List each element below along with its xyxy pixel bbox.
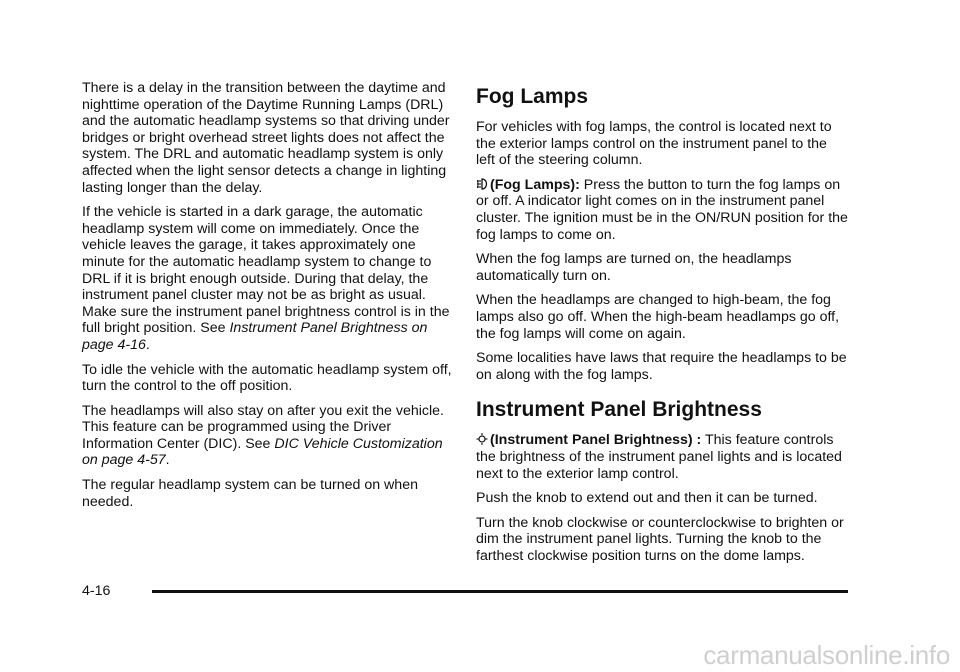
page-footer — [82, 580, 848, 604]
paragraph-regular-headlamp: The regular headlamp system can be turned on when needed. — [82, 477, 418, 510]
page-number: 4-16 — [82, 583, 111, 599]
paragraph-ipb-turn: Turn the knob clockwise or counterclockwise to brighten or dim the instrument panel lights. Turning the knob to the farthest clockwise position turns on the dome lamps. — [476, 514, 844, 564]
left-column — [82, 80, 452, 518]
paragraph-idle: To idle the vehicle with the automatic headlamp system off, turn the control to the off position. — [82, 361, 452, 395]
paragraph-exit-vehicle — [82, 403, 452, 469]
footer-rule — [152, 590, 848, 593]
right-column — [476, 84, 848, 572]
fog-lamp-icon — [476, 177, 490, 194]
paragraph-fog-headlamps: When the fog lamps are turned on, the headlamps automatically turn on. — [476, 251, 792, 284]
watermark: carmanualsonline.info — [703, 640, 950, 670]
fog-lamps-label: (Fog Lamps): — [490, 176, 580, 193]
paragraph-ipb-push: Push the knob to extend out and then it can be turned. — [476, 490, 818, 507]
cross-reference-link[interactable]: Instrument Panel Brightness on page 4-16 — [82, 320, 428, 353]
text: . — [165, 452, 170, 469]
section-heading-instrument-panel-brightness: Instrument Panel Brightness — [476, 398, 762, 422]
text: . — [145, 336, 150, 353]
text: This feature controls the brightness of the instrument panel lights and is located next to the exterior lamp control. — [476, 432, 842, 482]
paragraph-drl-delay: There is a delay in the transition between the daytime and nighttime operation of the Daytime Running Lamps (DRL) and the automatic headlamp systems so that driving under bridges or bright overhead street lights does not affect the system. The DRL and automatic headlamp system is only affected when the light sensor detects a change in lighting lasting longer than the delay. — [82, 80, 450, 196]
panel-brightness-icon — [476, 432, 490, 449]
text: If the vehicle is started in a dark garage, the automatic headlamp system will come on immediately. Once the vehicle leaves the garage, it takes approximately one minute for the automatic headlamp system to change to DRL if it is bright enough outside. During that delay, the instrument panel cluster may not be as bright as usual. Make sure the instrument panel brightness control is in the full bright position. See — [82, 204, 450, 337]
paragraph-fog-button — [476, 177, 848, 243]
paragraph-dark-garage — [82, 204, 452, 353]
paragraph-ipb-control — [476, 432, 848, 482]
text: The headlamps will also stay on after you exit the vehicle. This feature can be programmed using the Driver Information Center (DIC). See — [82, 402, 444, 452]
text: Press the button to turn the fog lamps on or off. A indicator light comes on in the instrument panel cluster. The ignition must be in the ON/RUN position for the fog lamps to come on. — [476, 176, 848, 243]
paragraph-fog-high-beam: When the headlamps are changed to high-beam, the fog lamps also go off. When the high-beam headlamps go off, the fog lamps will come on again. — [476, 292, 840, 342]
cross-reference-link[interactable]: DIC Vehicle Customization on page 4-57 — [82, 435, 443, 469]
section-heading-fog-lamps: Fog Lamps — [476, 85, 589, 108]
instrument-panel-brightness-label: (Instrument Panel Brightness) : — [490, 432, 702, 449]
paragraph-fog-laws: Some localities have laws that require the headlamps to be on along with the fog lamps. — [476, 350, 847, 383]
paragraph-fog-location: For vehicles with fog lamps, the control is located next to the exterior lamps control on the instrument panel to the left of the steering column. — [476, 119, 832, 169]
